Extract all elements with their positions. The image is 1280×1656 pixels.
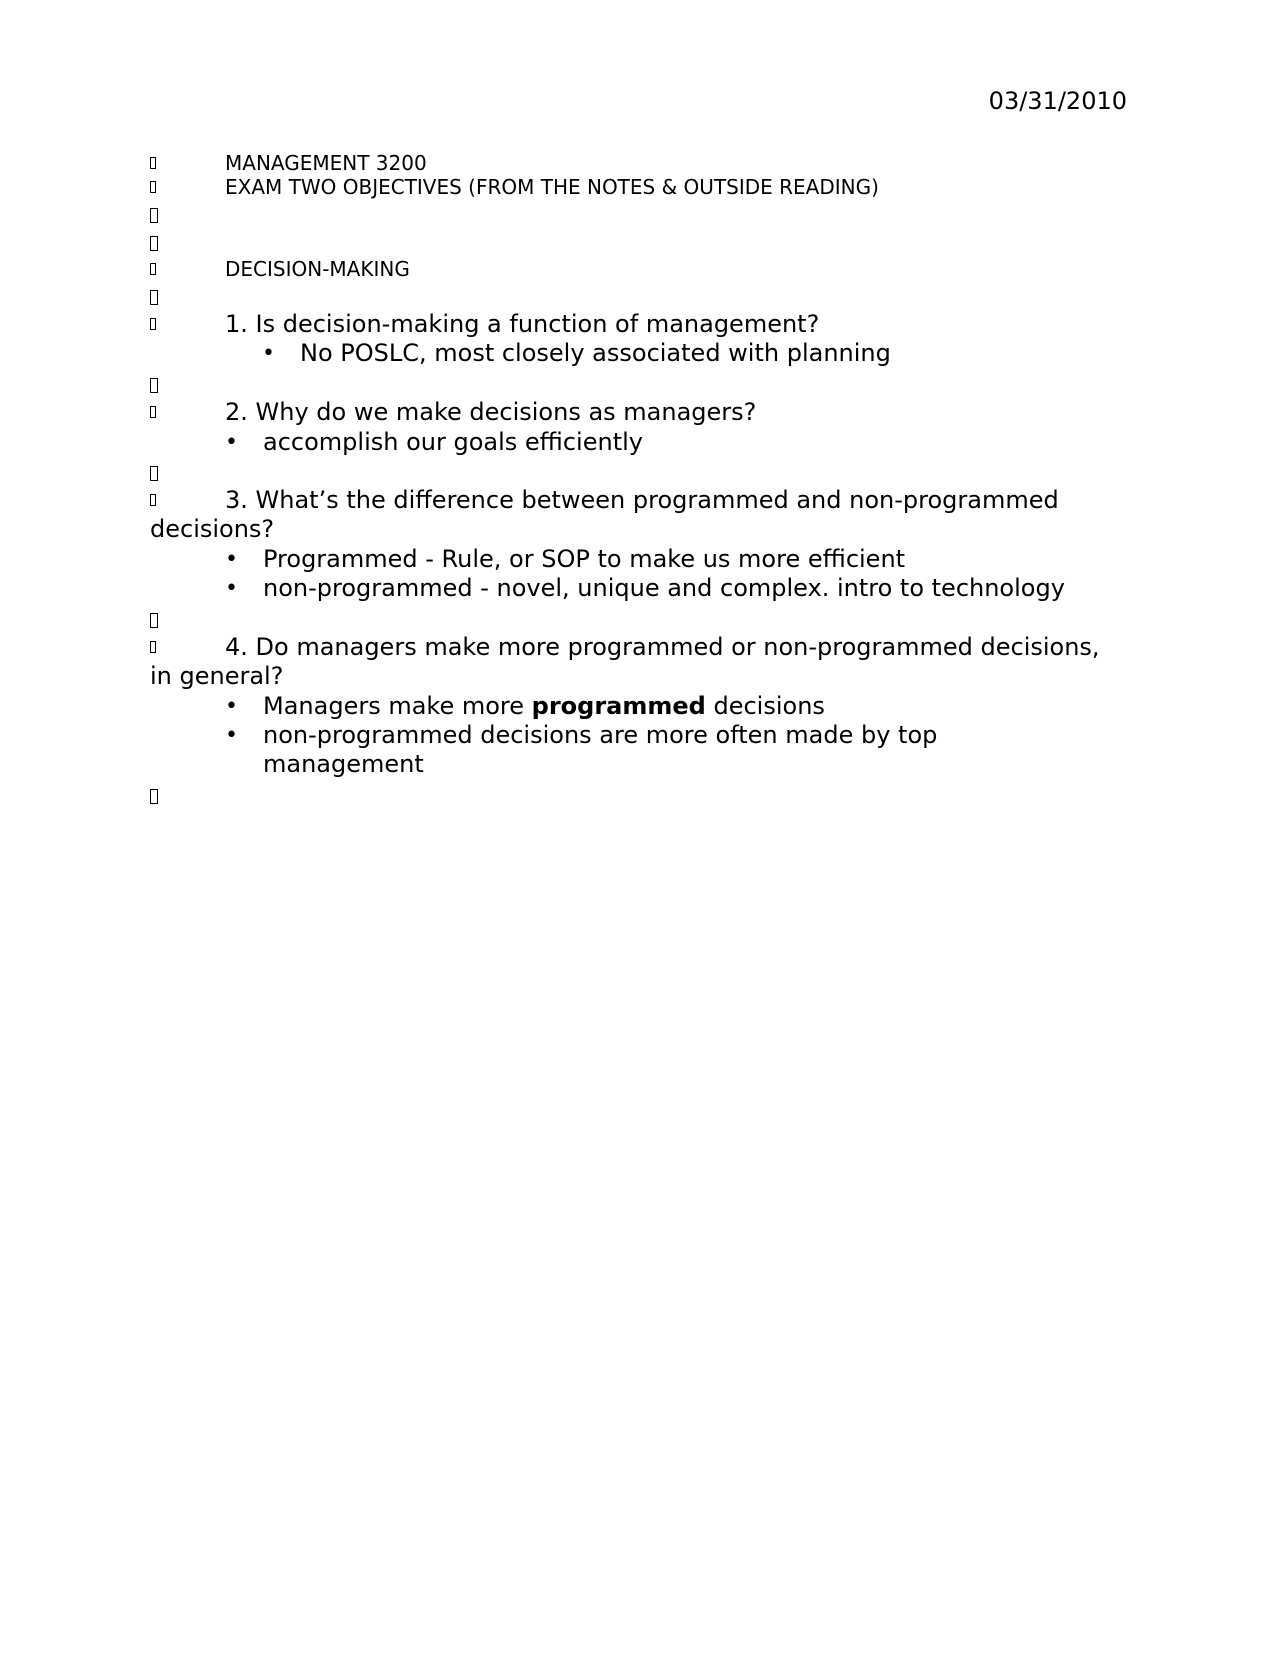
bullet-text-before: Managers make more — [263, 692, 532, 720]
question-3 — [150, 486, 1120, 544]
box-glyph-icon — [150, 208, 158, 223]
box-glyph-icon — [150, 318, 156, 330]
bullet-icon: • — [262, 341, 275, 366]
box-glyph-icon — [150, 494, 156, 506]
bullet-icon: • — [225, 547, 238, 572]
box-glyph-icon — [150, 789, 158, 804]
box-glyph-icon — [150, 181, 156, 193]
box-glyph-icon — [150, 406, 156, 418]
question-text: 2. Why do we make decisions as managers? — [225, 398, 757, 426]
bullet-icon: • — [225, 430, 238, 455]
bullet-icon: • — [225, 694, 238, 719]
bullet-icon: • — [225, 723, 238, 748]
box-glyph-icon — [150, 290, 158, 305]
bullet-text: accomplish our goals efficiently — [263, 428, 643, 456]
bullet-text-after: decisions — [705, 692, 825, 720]
bullet-icon: • — [225, 576, 238, 601]
box-glyph-icon — [150, 466, 158, 481]
box-glyph-icon — [150, 613, 158, 628]
document-date: 03/31/2010 — [988, 87, 1127, 115]
box-glyph-icon — [150, 378, 158, 393]
section-title: DECISION-MAKING — [225, 257, 410, 281]
question-4 — [150, 633, 1120, 691]
question-text: 3. What’s the difference between programmed and non-programmed decisions? — [150, 486, 1059, 543]
question-text: 1. Is decision-making a function of management? — [225, 310, 820, 338]
bullet-text-bold: programmed — [531, 692, 706, 720]
box-glyph-icon — [150, 641, 156, 653]
objectives-title: EXAM TWO OBJECTIVES (FROM THE NOTES & OUTSIDE READING) — [225, 175, 879, 199]
bullet-text: Programmed - Rule, or SOP to make us more efficient — [263, 545, 906, 573]
box-glyph-icon — [150, 236, 158, 251]
bullet-text: non-programmed decisions are more often made by top management — [263, 721, 938, 778]
course-title: MANAGEMENT 3200 — [225, 151, 427, 175]
box-glyph-icon — [150, 157, 156, 169]
question-2 — [150, 398, 1120, 427]
box-glyph-icon — [150, 263, 156, 275]
question-text: 4. Do managers make more programmed or non-programmed decisions, in general? — [150, 633, 1100, 690]
question-1 — [150, 310, 1120, 339]
bullet-text: No POSLC, most closely associated with planning — [300, 339, 891, 367]
bullet-text — [263, 692, 825, 721]
bullet-text: non-programmed - novel, unique and complex. intro to technology — [263, 574, 1065, 602]
